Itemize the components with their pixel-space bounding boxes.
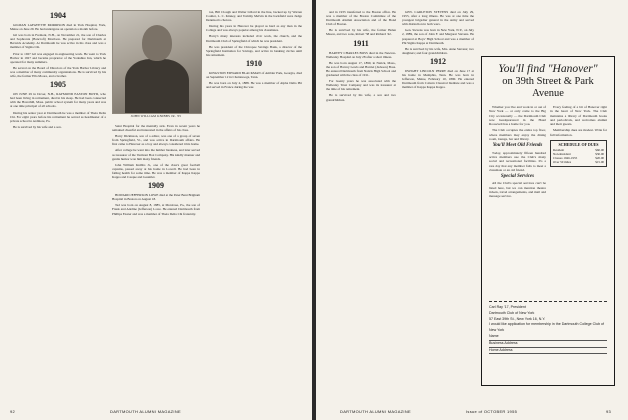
obituary-paragraph: ton, Bill Clough and Walter Lillard in the line, backed up by Warren Coulter, L. C. Kinney, and Tommy Melvin in the backfield were Judge Dennison's choices.: [206, 10, 302, 23]
obituary-paragraph: After college he went into the lumber business, and later served as treasurer of the Vermont Box Company. His kindly manner and gentle humor won him many friends.: [112, 148, 200, 161]
portrait-photo: [112, 10, 202, 114]
obituary-paragraph: He served on the Board of Directors of the York Harbor Library and was a member of many community organizations. He is survived by his wife, the former Ella Moore, and a brother.: [10, 65, 106, 79]
class-year-heading: 1905: [50, 80, 66, 90]
obituary-paragraph: HOWARD JEFFERSON LOWE died at the Peter Bent Brigham Hospital in Boston on August 18.: [112, 193, 200, 202]
coupon-name-field[interactable]: Name: [489, 334, 607, 341]
obituary-paragraph: He was president of the Chicopee Savings Bank, a director of the Springfield Institution for Savings, and active in banking circles until his retirement.: [206, 44, 302, 57]
obituary-paragraph: He is survived by his wife, the former Helen Mason, and two sons, Robert '38 and Richard '42.: [326, 28, 396, 37]
dues-schedule: [550, 140, 607, 167]
obituary-paragraph: Harry's many interests included civic work, the church, and the Dartmouth Club of Springfield of which he was president.: [206, 34, 302, 43]
magazine-title: DARTMOUTH ALUMNI MAGAZINE: [110, 409, 181, 414]
obituary-paragraph: GILMAN LAFAYETTE MORRISON died in York Hospital, York, Maine on June 29. He had undergone an operation a month before.: [10, 23, 106, 32]
coupon-request-text: I would like application for membership in the Dartmouth College Club of New York: [489, 322, 605, 333]
coupon-business-address-field[interactable]: Business Address: [489, 341, 607, 348]
obituary-paragraph: During his senior year at Dartmouth he was a member of Theta Delta Chi. For eight years before his retirement he served as headmaster of a private school in Ardmore, Pa.: [10, 110, 106, 123]
ad-paragraph: All the Club's special services can't be listed here, but we can mention theatre tickets, travel arrangements, and mail and message service.: [489, 181, 546, 199]
dues-schedule-title: SCHEDULE OF DUES: [558, 142, 599, 148]
left-column-1: [10, 10, 106, 131]
coupon-home-address-field[interactable]: Home Address: [489, 348, 607, 355]
obituary-paragraph: GEN. CARLETON STEVENS died on July 29, 1955, after a long illness. He was at one time the youngest brigadier general in the Army and served with distinction in both wars.: [402, 10, 474, 27]
obituary-paragraph: He was born August 17, 1890, in Natick, Mass., the son of Harvey Lewis and Harriet (Jackson) Boss. He entered Dartmouth from Natick High School and graduated with the class of 1911.: [326, 60, 396, 78]
page-number: 93: [606, 409, 612, 414]
obituary-paragraph: HARVEY CHARLES BOSS died in the Newton-Wellesley Hospital on July 28 after a short illness.: [326, 50, 396, 59]
dues-row: Classes 1946-1955 $20.00: [553, 156, 604, 161]
ad-paragraph: Whether you live and work in or out of New York — or only come to the Big City occasionally — the Dartmouth Club now headquartered in the Hotel Roosevelt has a home for you.: [489, 105, 546, 127]
obituary-paragraph: Prior to 1927 Gil was engaged in engineering work. He went to York Harbor in 1927 and became proprietor of the Yorkshire Inn, which he operated for many summers.: [10, 51, 106, 64]
coupon-club-address: 57 East 39th St., New York 16, N.Y.: [489, 316, 546, 321]
coupon-club-name: Dartmouth Club of New York: [489, 310, 535, 315]
ad-headline: You'll find "Hanover": [498, 63, 598, 75]
ad-paragraph: Today, approximately fifteen hundred active members use the Club's many social and recreational facilities. It's a rare day that any member fails to meet a classmate or an old friend.: [489, 150, 546, 172]
obituary-paragraph: Ted was born on August 8, 1885, at Montrose, Pa., the son of Frank and Adeline (Jefferson) Lowe. He entered Dartmouth from Phillips Exeter and was a member of Theta Delta Chi fraternity.: [112, 203, 200, 216]
right-magazine-page: [316, 0, 628, 420]
dartmouth-club-advertisement: [481, 56, 615, 386]
obituary-paragraph: For twenty years he was associated with the Wellesley Trust Company and was its treasurer at the time of his retirement.: [326, 79, 396, 92]
class-year-heading: 1909: [148, 181, 164, 191]
obituary-paragraph: Gil was born in Fremont, N.H., on November 21, the son of Charles and Sophronia (Bancroft) Morrison. He prepared for Dartmouth at Berwick Academy. At Dartmouth he was active in his class and was a member of Sigma Chi.: [10, 33, 106, 50]
left-magazine-page: [0, 0, 312, 420]
dues-row: Over 50 miles $15.00: [553, 160, 604, 165]
class-year-heading: 1910: [246, 58, 262, 68]
left-column-3: [206, 10, 302, 91]
obituary-paragraph: He is survived by his wife, a son and two grandchildren.: [326, 93, 396, 102]
obituary-paragraph: Harry Dickinson, son of a editor, was one of a group of seven from Springfield, Vt., and was active in Dartmouth affairs. He first came to Hanover as a boy and always considered it his home.: [112, 134, 200, 147]
issue-date: Issue of OCTOBER 1955: [466, 409, 518, 414]
class-year-heading: 1912: [430, 56, 446, 66]
right-column-1: [326, 10, 396, 104]
obituary-paragraph: John William Knibbs Jr., one of the class's great football captains, passed away at his home in Lowell. He had been in failing health for some time. He was a member of Kappa Kappa Kappa and Casque and Gauntlet.: [112, 162, 200, 180]
obituary-paragraph: DWIGHT LINCOLN PERRY died on June 17 at his home in Memphis, Tenn. He was born in Jefferson, Maine, February 10, 1890. He entered Dartmouth from Coburn Classical Institute and was a member of Kappa Kappa Kappa.: [402, 68, 474, 90]
dues-row: Non-Resident $30.00: [553, 152, 604, 157]
ad-section-title: Special Services: [500, 174, 535, 180]
obituary-paragraph: ON JUNE 29 in Dover, N.H., RAYMOND EASTON BOYD, who had been living in retirement, died in his sleep. He had been connected with the Haverhill, Mass. public school system for many years and was at one time principal of all schools.: [10, 92, 106, 109]
ad-paragraph: The Club occupies the entire top floor, where members may enjoy the dining room, lounge, bar and library.: [489, 128, 546, 142]
ad-paragraph: Every feeling of a bit of Hanover right in the heart of New York. The Club maintains a library of Dartmouth books and periodicals, and welcomes alumni and their guests.: [550, 105, 607, 127]
ad-paragraph: Membership dues are modest. Write for full information.: [550, 128, 607, 137]
page-number: 92: [10, 409, 16, 414]
right-column-2: [402, 10, 474, 91]
obituary-paragraph: He is survived by his wife, Mrs. Anne Stevens; two daughters; and four grandchildren.: [402, 46, 474, 55]
coupon-addressee: Carl Ray '17, President: [489, 305, 526, 309]
ad-left-column: [489, 105, 546, 201]
class-year-heading: 1911: [353, 38, 369, 48]
obituary-paragraph: He is survived by his wife and a son.: [13, 124, 62, 129]
membership-coupon: [489, 301, 607, 379]
left-column-2: [112, 124, 200, 218]
dues-row: Resident $60.00: [553, 148, 604, 153]
obituary-paragraph: KINGSTON EDWARD BLACKMAN of Ambler Park, Georgia, died on September 12 in Chattanooga, Tenn.: [206, 70, 302, 80]
class-year-heading: 1904: [50, 11, 66, 20]
obituary-paragraph: He was born on July 4, 1888. He was a member of Alpha Delta Phi and served in France during the war.: [206, 81, 302, 90]
photo-caption: JOHN WILLIAM KNIBBS JR. '05: [130, 114, 182, 118]
ad-body: [489, 105, 607, 201]
obituary-paragraph: Gen. Stevens was born in New York, N.Y., on July 2, 1889, the son of John F. and Margaret Stevens. He prepared at Boys' High School and was a member of Phi Sigma Kappa at Dartmouth.: [402, 28, 474, 45]
ad-subhead: on 39th Street & Park Avenue: [502, 76, 594, 99]
ad-section-title: You'll Meet Old Friends: [492, 143, 543, 149]
obituary-paragraph: and in 1933 transferred to the Boston office. He was a member of the Boston Committee of the Dartmouth Alumni Association and of the Bond Club of Boston.: [326, 10, 396, 27]
ad-right-column: [550, 105, 607, 201]
obituary-paragraph: During his years in Hanover he played as hard as any man in the College and was always popular among his classmates.: [206, 24, 302, 33]
obituary-paragraph: Saint Hospital for the mentally sick. Even in recent years he remained cheerful and interested in the affairs of his class.: [112, 124, 200, 133]
magazine-title: DARTMOUTH ALUMNI MAGAZINE: [340, 409, 411, 414]
